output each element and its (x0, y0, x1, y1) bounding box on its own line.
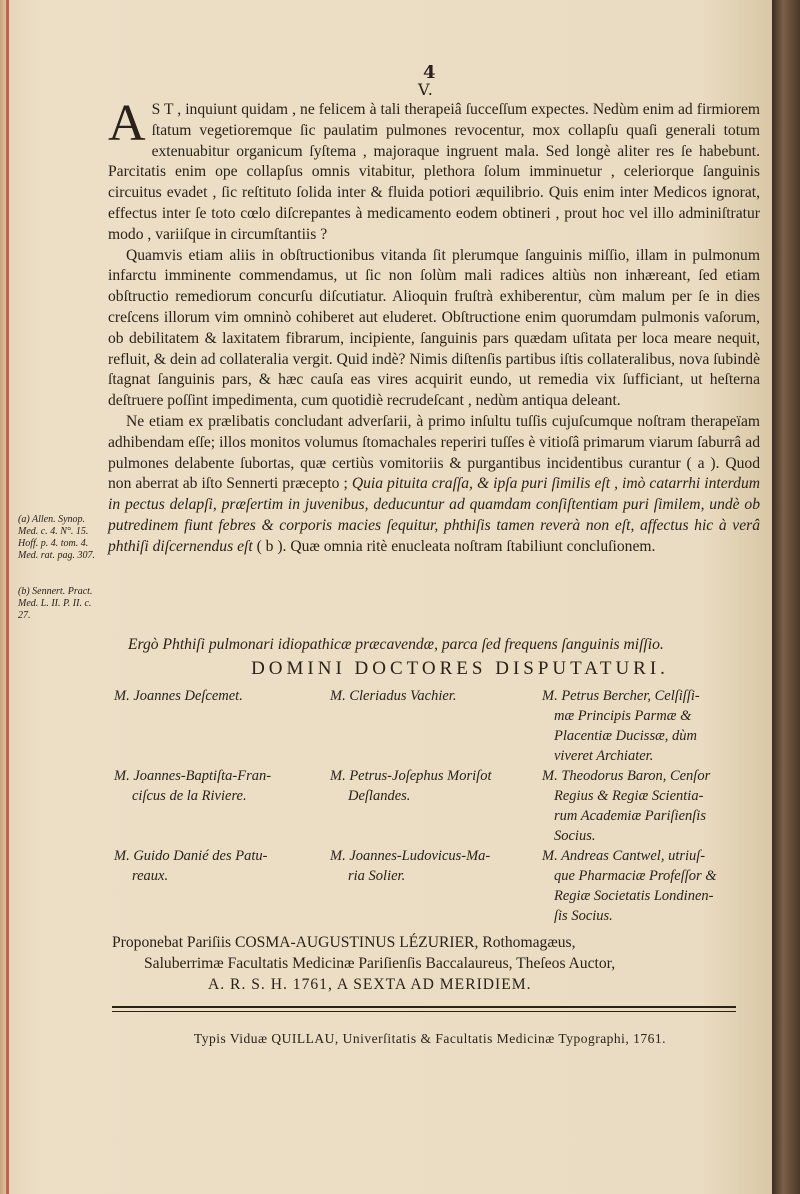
drop-cap: A (108, 95, 146, 152)
doctor-entry: M. Joannes Deſcemet. (114, 688, 243, 704)
sennert-quote: Quia pituita craſſa, & ipſa puri ſimilis eſt , imò catarrhi interdum in pectus delapſi, præſertim in juvenibus, deducuntur ad quamdam conſiſtentiam puri ſimilem, undè ob putredinem fiunt febres & corporis macies ſequitur, phthiſis tamen reverà non eſt, affectus hic à verâ phthiſi diſcernendus eſt (108, 475, 761, 555)
closing-block (112, 932, 772, 995)
doctor-entry: M. Andreas Cantwel, utriuſ- que Pharmaciæ Profeſſor & Regiæ Societatis Londinen- ſis Socius. (542, 848, 717, 924)
doctor-entry: M. Joannes-Baptiſta-Fran- ciſcus de la Riviere. (114, 768, 272, 804)
doctor-entry: M. Joannes-Ludovicus-Ma- ria Solier. (330, 848, 491, 884)
closing-line-3: A. R. S. H. 1761, A SEXTA AD MERIDIEM. (208, 976, 532, 993)
margin-note-b: (b) Sennert. Pract. Med. L. II. P. II. c. 27. (18, 586, 93, 621)
margin-note-a: (a) Allen. Synop. Med. c. 4. N°. 15. Hoff. p. 4. tom. 4. Med. rat. pag. 307. (18, 514, 95, 561)
quote-tail: ( b ). Quæ omnia ritè enucleata noſtram ſtabiliunt concluſionem. (256, 537, 656, 555)
page-number: 4 (423, 62, 436, 83)
doctor-entry: M. Guido Danié des Patu- reaux. (114, 848, 268, 884)
paragraph-3 (108, 412, 760, 558)
closing-line-1: Proponebat Pariſiis COSMA-AUGUSTINUS LÉZURIER, Rothomagæus, (112, 934, 576, 951)
doctor-entry: M. Theodorus Baron, Cenſor Regius & Regiæ Scientia- rum Academiæ Pariſienſis Socius. (542, 768, 711, 844)
closing-line-2: Saluberrimæ Facultatis Medicinæ Pariſienſis Baccalaureus, Theſeos Auctor, (144, 955, 616, 972)
doctor-entry: M. Petrus Bercher, Celſiſſi- mæ Principis Parmæ & Placentiæ Ducissæ, dùm viveret Archiater. (542, 688, 700, 764)
divider-rule (112, 1006, 736, 1008)
doctor-entry: M. Cleriadus Vachier. (330, 688, 457, 704)
section-heading: V. (418, 80, 434, 99)
margin-rule (6, 0, 9, 1194)
paragraph-2: Quamvis etiam aliis in obſtructionibus vitanda ſit plerumque ſanguinis miſſio, illam in pulmonum infarctu imminente commendamus, ut ſic non ſolùm mali radices altiùs non inhæreant, ſed etiam obſtructio remediorum concurſu diſcutiatur. Alioquin fruſtrà exhiberentur, cùm malum per ſe in dies creſcens illorum vim omninò cohiberet aut eluderet. Obſtructione enim quorumdam pulmonis vaſorum, ob debilitatem & laxitatem fibrarum, incipiente, ſanguinis pars quædam uſitata per loca meare nequit, refluit, & dein ad collateralia vergit. Quid indè? Nimis diſtenſis partibus iſtis collateralibus, nova ſubindè ſtagnat ſanguinis pars, & hæc cauſa eas vires acquirit eundo, ut remedia vix ſufficiant, ut heſterna deſtruere poſſint impedimenta, cum quotidiè recrudeſcant , nedùm antiqua deleant. (108, 246, 760, 410)
divider-rule-thin (112, 1011, 736, 1012)
printer-imprint: Typis Viduæ QUILLAU, Univerſitatis & Facultatis Medicinæ Typographi, 1761. (193, 1031, 667, 1046)
paragraph-1-text: S T , inquiunt quidam , ne felicem à tali therapeiâ ſucceſſum expectes. Nedùm enim ad firmiorem ſtatum vegetioremque ſic paulatim pulmones revocentur, mox collapſu quaſi generali totum extenuabitur organicum ſyſtema , majoraque ingruent mala. Sed longè aliter res ſe habebunt. Parcitatis enim ope collapſus omnis vitabitur, plethora ſolum imminuetur , celeriorque ſanguinis circuitus evadet , ſic reſtituto ſolida inter & fluida potiori æquilibrio. Quis enim inter Medicos ignorat, effectus inter ſe toto cœlo diſcrepantes à medicamento eodem obtineri , prout hoc vel illo adminiſtratur modo , variiſque in circumſtantiis ? (108, 101, 760, 243)
paragraph-1 (108, 95, 760, 246)
doctors-heading: DOMINI DOCTORES DISPUTATURI. (251, 658, 669, 679)
paragraph-3-text: Ne etiam ex prælibatis concludant adverſarii, à primo inſultu tuſſis cujuſcumque noſtram therapeïam adhibendam eſſe; illos monitos volumus ſtomachales reperiri tuſſes è vitioſâ primarum viarum ſaburrâ ad pulmones delabente ſubortas, quæ certiùs vomitoriis & purgantibus incidentibus curantur ( a ). Quod non aberrat ab iſto Sennerti præcepto ; (108, 412, 760, 493)
book-spine (772, 0, 800, 1194)
doctor-entry: M. Petrus-Joſephus Moriſot Deſlandes. (330, 768, 492, 804)
conclusion-line: Ergò Phthiſi pulmonari idiopathicæ præcavendæ, parca ſed frequens ſanguinis miſſio. (128, 636, 664, 653)
main-text (108, 95, 761, 558)
